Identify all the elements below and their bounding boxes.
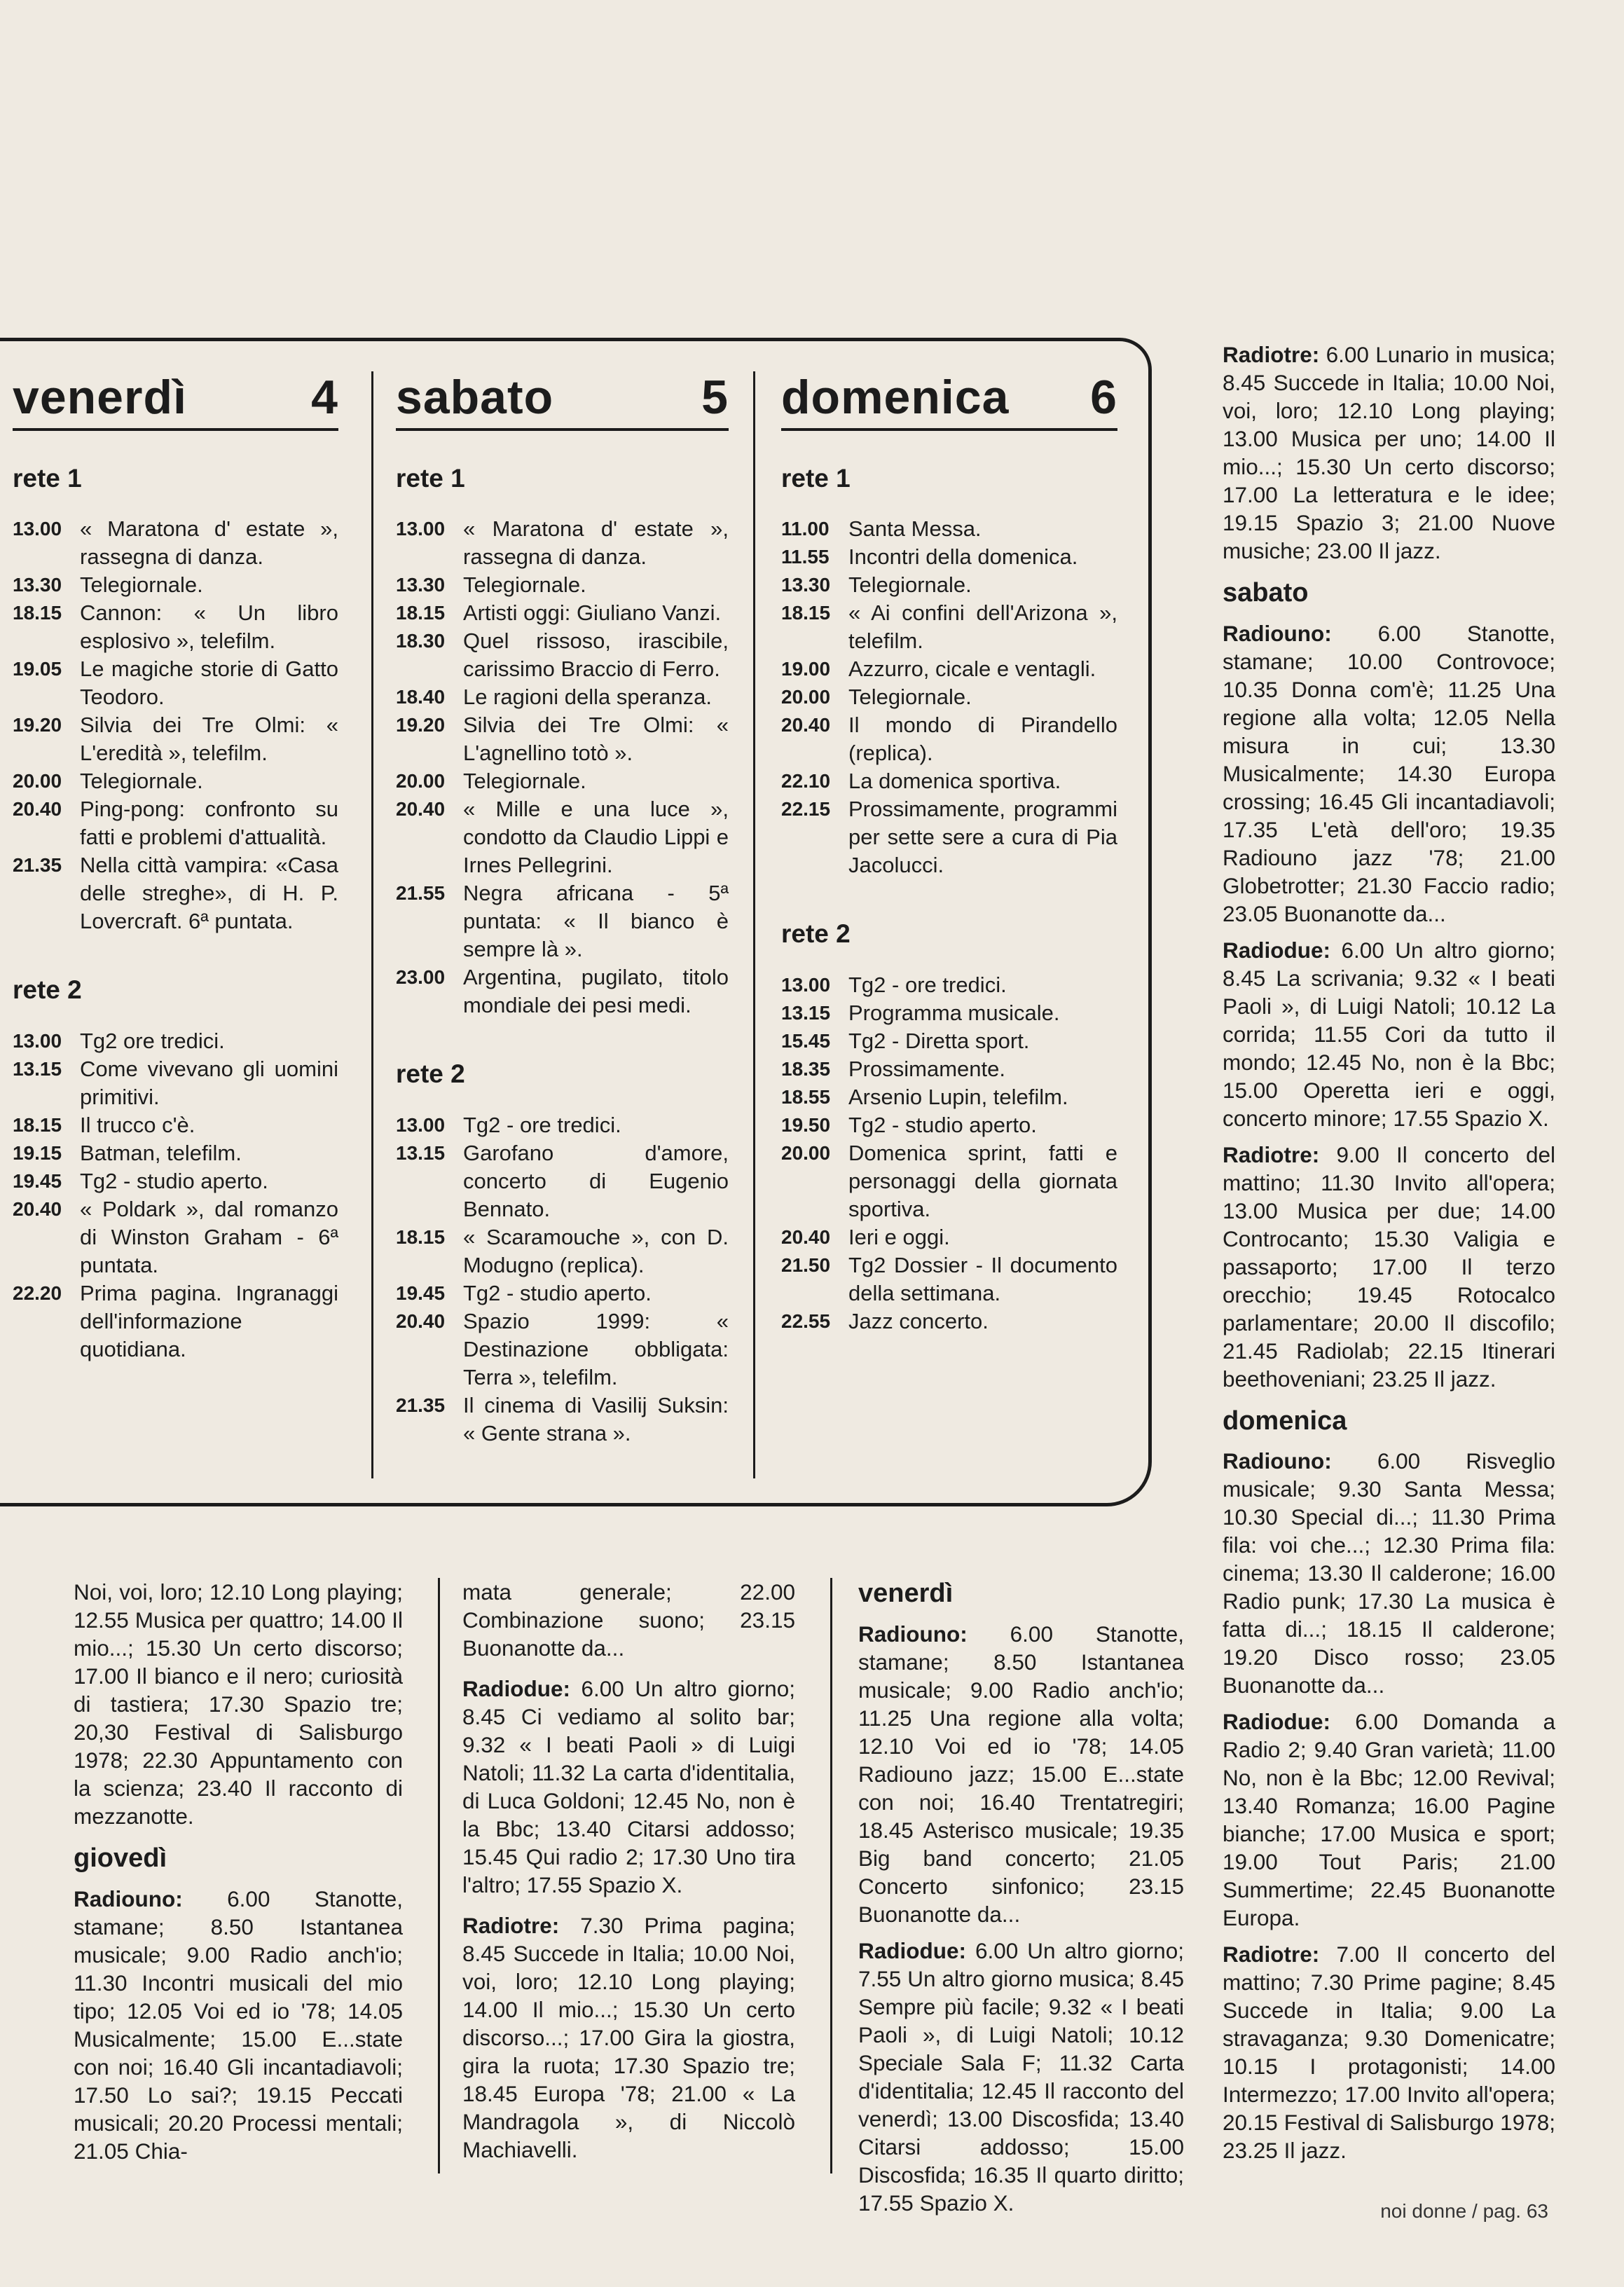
program-row: [13, 711, 338, 767]
program-title: Prima pagina. Ingranaggi dell'informazione quotidiana.: [80, 1280, 338, 1361]
program-time: 19.00: [781, 658, 831, 680]
program-title: Tg2 - studio aperto.: [80, 1168, 268, 1193]
radio-day-title: giovedì: [74, 1843, 167, 1873]
radio-entry: [1223, 619, 1555, 928]
program-title: Garofano d'amore, concerto di Eugenio Bennato.: [463, 1140, 729, 1221]
program-row: [396, 963, 729, 1019]
radio-station-label: Radiodue:: [1223, 1709, 1330, 1735]
channel-label: rete 2: [13, 975, 82, 1005]
program-row: [13, 1279, 338, 1364]
program-row: [396, 1392, 729, 1448]
program-title: Azzurro, cicale e ventagli.: [848, 657, 1096, 682]
program-list: [396, 515, 729, 1019]
program-title: « Maratona d' estate », rassegna di danza.: [80, 516, 338, 570]
program-title: Spazio 1999: « Destinazione obbligata: Terra », telefilm.: [463, 1308, 729, 1389]
program-time: 22.20: [13, 1282, 62, 1304]
program-row: [13, 571, 338, 599]
radio-station-label: Radiotre:: [1223, 1141, 1320, 1167]
program-row: [781, 795, 1117, 879]
program-row: [396, 515, 729, 571]
program-title: Le magiche storie di Gatto Teodoro.: [80, 657, 338, 710]
program-time: 18.15: [781, 602, 831, 624]
program-list: [781, 515, 1117, 879]
program-title: Silvia dei Tre Olmi: « L'agnellino totò ».: [463, 713, 729, 766]
program-title: Prossimamente, programmi per sette sere a cura di Pia Jacolucci.: [848, 797, 1117, 878]
program-title: « Poldark », dal romanzo di Winston Graham - 6ª puntata.: [80, 1196, 338, 1277]
channel-label: rete 2: [781, 919, 851, 949]
program-row: [13, 1055, 338, 1111]
program-title: Telegiornale.: [463, 769, 586, 794]
program-row: [781, 1251, 1117, 1307]
day-header: [781, 371, 1117, 431]
program-time: 20.00: [781, 686, 831, 708]
program-title: Tg2 - studio aperto.: [848, 1112, 1037, 1137]
program-title: Santa Messa.: [848, 516, 982, 542]
program-time: 18.15: [396, 1225, 446, 1248]
program-title: Negra africana - 5ª puntata: « Il bianco è sempre là ».: [463, 881, 729, 962]
radio-station-label: Radiotre:: [462, 1913, 560, 1938]
program-title: Tg2 - Diretta sport.: [848, 1028, 1030, 1053]
radio-entry: [1223, 936, 1555, 1132]
program-time: 13.15: [13, 1057, 62, 1080]
radio-entry-text: 7.00 Il concerto del mattino; 7.30 Prime pagine; 8.45 Succede in Italia; 9.00 La stravaganza; 9.30 Domenicatre; 10.15 I protagonisti; 14.00 Intermezzo; 17.00 Invito all'opera; 20.15 Festival di Salisburgo 1978; 23.25 Il jazz.: [1223, 1942, 1555, 2164]
program-row: [396, 767, 729, 795]
program-title: Ieri e oggi.: [848, 1224, 950, 1249]
radio-day-title: sabato: [1223, 578, 1309, 607]
program-time: 21.50: [781, 1254, 831, 1276]
program-title: Il mondo di Pirandello (replica).: [848, 713, 1117, 766]
program-time: 21.35: [13, 854, 62, 877]
program-time: 19.15: [13, 1141, 62, 1164]
program-row: [396, 1307, 729, 1392]
day-name: venerdì: [13, 371, 187, 424]
program-time: 13.00: [13, 1029, 62, 1052]
program-title: Incontri della domenica.: [848, 544, 1078, 570]
radio-station-label: Radiotre:: [1223, 1942, 1320, 1967]
program-row: [781, 1027, 1117, 1055]
radio-entry-text: 7.30 Prima pagina; 8.45 Succede in Italia; 10.00 Noi, voi, loro; 12.10 Long playing; 14.00 Il mio...; 15.30 Un certo discorso...; 17.00 Gira la giostra, gira la ruota; 17.30 Spazio tre; 18.45 Europa '78; 21.00 « La Mandragola », di Niccolò Machiavelli.: [462, 1913, 795, 2162]
column-divider: [438, 1578, 440, 2173]
program-time: 13.15: [396, 1141, 446, 1164]
program-row: [13, 851, 338, 935]
program-title: Domenica sprint, fatti e personaggi della giornata sportiva.: [848, 1140, 1117, 1221]
program-row: [781, 711, 1117, 767]
program-title: Telegiornale.: [463, 572, 586, 598]
program-row: [13, 1139, 338, 1167]
program-title: Come vivevano gli uomini primitivi.: [80, 1056, 338, 1109]
program-time: 19.45: [13, 1169, 62, 1192]
program-time: 20.40: [396, 798, 446, 820]
program-title: Telegiornale.: [80, 769, 203, 794]
program-row: [396, 683, 729, 711]
radio-entry: [858, 1620, 1184, 1928]
program-row: [781, 571, 1117, 599]
radio-continuation: Noi, voi, loro; 12.10 Long playing; 12.55 Musica per quattro; 14.00 Il mio...; 15.30 Un certo discorso; 17.00 Il bianco e il nero; curiosità di tastiera; 17.30 Spazio tre; 20,30 Festival di Salisburgo 1978; 22.30 Appuntamento con la scienza; 23.40 Il racconto di mezzanotte.: [74, 1579, 403, 1829]
program-time: 19.05: [13, 658, 62, 680]
program-time: 21.35: [396, 1394, 446, 1416]
radio-station-label: Radiouno:: [1223, 620, 1332, 646]
program-row: [781, 1083, 1117, 1111]
program-time: 11.00: [781, 518, 830, 540]
radio-station-label: Radiotre:: [1223, 342, 1320, 367]
day-header: [13, 371, 338, 431]
program-row: [781, 1139, 1117, 1223]
radio-entry: [1223, 1141, 1555, 1393]
radio-entry-text: 9.00 Il concerto del mattino; 11.30 Invito all'opera; 13.00 Musica per due; 14.00 Controcanto; 15.30 Valigia e passaporto; 17.00 Il terzo orecchio; 19.45 Rotocalco parlamentare; 20.00 Il discofilo; 21.45 Radiolab; 22.15 Itinerari beethoveniani; 23.25 Il jazz.: [1223, 1141, 1555, 1392]
program-title: Tg2 - studio aperto.: [463, 1280, 652, 1305]
program-list: [396, 1111, 729, 1448]
program-time: 13.30: [781, 574, 831, 596]
program-row: [781, 515, 1117, 543]
program-list: [13, 515, 338, 935]
program-title: Telegiornale.: [80, 572, 203, 598]
program-title: Prossimamente.: [848, 1056, 1005, 1081]
radio-entry-text: 6.00 Risveglio musicale; 9.30 Santa Messa; 10.30 Special di...; 11.30 Prima fila: voi che...; 12.30 Prima fila: cinema; 13.30 Il calderone; 16.00 Radio punk; 17.30 La musica è fatta di...; 18.15 Il calderone; 19.20 Disco rosso; 23.05 Buonanotte da...: [1223, 1448, 1555, 1698]
program-row: [396, 711, 729, 767]
radio-entry: [1223, 1940, 1555, 2164]
program-row: [781, 1223, 1117, 1251]
program-row: [781, 543, 1117, 571]
day-number: 5: [701, 371, 729, 424]
day-header: [396, 371, 729, 431]
program-title: Programma musicale.: [848, 1000, 1060, 1025]
radio-station-label: Radiouno:: [858, 1621, 968, 1647]
program-title: « Ai confini dell'Arizona », telefilm.: [848, 600, 1117, 654]
radio-entry: [858, 1937, 1184, 2217]
program-title: Arsenio Lupin, telefilm.: [848, 1084, 1068, 1109]
radio-entry-text: 6.00 Un altro giorno; 8.45 La scrivania; 9.32 « I beati Paoli », di Luigi Natoli; 10.12 La corrida; 11.55 Cori da tutto il mondo; 12.45 No, non è la Bbc; 15.00 Operetta ieri e oggi, concerto minore; 17.55 Spazio X.: [1223, 937, 1555, 1131]
program-title: « Maratona d' estate », rassegna di danza.: [463, 516, 729, 570]
column-saturday: [396, 371, 729, 1448]
program-time: 13.00: [781, 973, 831, 996]
channel-label: rete 1: [781, 463, 851, 493]
radio-entry: [74, 1885, 403, 2165]
program-row: [13, 599, 338, 655]
program-row: [781, 1111, 1117, 1139]
program-row: [781, 1055, 1117, 1083]
program-title: Telegiornale.: [848, 572, 972, 598]
radio-station-label: Radiouno:: [74, 1886, 183, 1911]
radio-day-title: domenica: [1223, 1406, 1347, 1436]
program-time: 22.10: [781, 770, 831, 792]
program-time: 13.00: [13, 518, 62, 540]
program-time: 20.40: [781, 1225, 831, 1248]
radio-entry-text: 6.00 Lunario in musica; 8.45 Succede in Italia; 10.00 Noi, voi, loro; 12.10 Long playing; 13.00 Musica per uno; 14.00 Il mio...; 15.30 Un certo discorso; 17.00 La letteratura e le idee; 19.15 Spazio 3; 21.00 Nuove musiche; 23.00 Il jazz.: [1223, 342, 1555, 563]
program-title: Le ragioni della speranza.: [463, 685, 713, 710]
radio-entry-text: 6.00 Stanotte, stamane; 8.50 Istantanea musicale; 9.00 Radio anch'io; 11.25 Una regione alla volta; 12.10 Voi ed io '78; 14.05 Radiouno jazz; 15.00 E...state con noi; 16.40 Trentatregiri; 18.45 Asterisco musicale; 19.35 Big band concerto; 21.05 Concerto sinfonico; 23.15 Buonanotte da...: [858, 1621, 1184, 1927]
program-time: 20.00: [396, 770, 446, 792]
program-title: Nella città vampira: «Casa delle streghe», di H. P. Lovercraft. 6ª puntata.: [80, 853, 338, 934]
program-time: 18.15: [396, 602, 446, 624]
program-time: 13.00: [396, 1113, 446, 1136]
column-divider: [830, 1578, 832, 2173]
program-row: [781, 767, 1117, 795]
program-title: Cannon: « Un libro esplosivo », telefilm.: [80, 600, 338, 654]
program-time: 13.30: [13, 574, 62, 596]
program-title: Telegiornale.: [848, 685, 972, 710]
program-time: 13.00: [396, 518, 446, 540]
program-time: 23.00: [396, 966, 446, 989]
channel-label: rete 2: [396, 1059, 465, 1089]
radio-entry: [462, 1675, 795, 1899]
program-time: 20.40: [13, 1197, 62, 1220]
program-time: 22.15: [781, 798, 831, 820]
radio-entry: [1223, 1708, 1555, 1932]
program-title: Jazz concerto.: [848, 1308, 989, 1333]
program-time: 18.15: [13, 1113, 62, 1136]
radio-column-bottom-1: [74, 1578, 403, 2173]
radio-continuation: mata generale; 22.00 Combinazione suono; 23.15 Buonanotte da...: [462, 1579, 795, 1661]
program-row: [781, 971, 1117, 999]
radio-station-label: Radiodue:: [462, 1676, 570, 1701]
channel-label: rete 1: [396, 463, 465, 493]
program-time: 19.20: [13, 714, 62, 736]
program-time: 18.40: [396, 686, 446, 708]
program-time: 21.55: [396, 882, 446, 905]
program-row: [781, 599, 1117, 655]
radio-day-title: venerdì: [858, 1579, 954, 1608]
program-list: [781, 971, 1117, 1335]
program-title: Batman, telefilm.: [80, 1140, 242, 1165]
radio-column-bottom-3: [858, 1578, 1184, 2225]
program-title: Tg2 ore tredici.: [80, 1028, 225, 1053]
program-row: [396, 627, 729, 683]
program-row: [781, 999, 1117, 1027]
radio-entry: [1223, 341, 1555, 565]
program-title: « Mille e una luce », condotto da Claudio Lippi e Irnes Pellegrini.: [463, 797, 729, 878]
program-time: 19.45: [396, 1282, 446, 1304]
program-row: [13, 1195, 338, 1279]
program-title: Argentina, pugilato, titolo mondiale dei pesi medi.: [463, 965, 729, 1018]
program-row: [13, 767, 338, 795]
program-time: 20.40: [13, 798, 62, 820]
program-time: 20.00: [781, 1141, 831, 1164]
radio-entry-text: 6.00 Un altro giorno; 7.55 Un altro giorno musica; 8.45 Sempre più facile; 9.32 « I beati Paoli », di Luigi Natoli; 10.12 Speciale Sala F; 11.32 Carta d'identitalia; 12.45 Il racconto del venerdì; 13.00 Discosfida; 13.40 Citarsi addosso; 15.00 Discosfida; 16.35 Il quarto diritto; 17.55 Spazio X.: [858, 1937, 1184, 2216]
program-row: [13, 515, 338, 571]
page-footer: noi donne / pag. 63: [1380, 2200, 1548, 2222]
program-title: Tg2 Dossier - Il documento della settimana.: [848, 1252, 1117, 1305]
program-time: 20.40: [396, 1310, 446, 1332]
program-time: 13.30: [396, 574, 446, 596]
program-time: 19.20: [396, 714, 446, 736]
program-title: Il cinema di Vasilij Suksin: « Gente strana ».: [463, 1392, 729, 1445]
program-row: [13, 795, 338, 851]
radio-station-label: Radiodue:: [1223, 937, 1330, 963]
program-row: [396, 1279, 729, 1307]
program-time: 13.15: [781, 1001, 831, 1024]
day-name: domenica: [781, 371, 1010, 424]
radio-entry: [462, 1911, 795, 2164]
radio-entry-text: 6.00 Stanotte, stamane; 10.00 Controvoce; 10.35 Donna com'è; 11.25 Una regione alla volta; 12.05 Nella misura in cui; 13.30 Musicalmente; 14.30 Europa crossing; 16.45 Gli incantadiavoli; 17.35 L'età dell'oro; 19.35 Radiouno jazz '78; 21.00 Globetrotter; 21.30 Faccio radio; 23.05 Buonanotte da...: [1223, 620, 1555, 926]
program-row: [396, 1139, 729, 1223]
program-title: « Scaramouche », con D. Modugno (replica).: [463, 1224, 729, 1277]
program-row: [396, 1223, 729, 1279]
column-divider: [371, 371, 373, 1478]
column-divider: [753, 371, 755, 1478]
program-row: [396, 879, 729, 963]
column-sunday: [781, 371, 1117, 1335]
program-title: La domenica sportiva.: [848, 769, 1061, 794]
day-number: 4: [311, 371, 338, 424]
program-row: [781, 655, 1117, 683]
radio-column-right: [1223, 341, 1555, 2173]
program-time: 19.50: [781, 1113, 831, 1136]
program-row: [13, 655, 338, 711]
program-row: [13, 1027, 338, 1055]
channel-label: rete 1: [13, 463, 82, 493]
program-row: [781, 1307, 1117, 1335]
radio-entry-text: 6.00 Un altro giorno; 8.45 Ci vediamo al solito bar; 9.32 « I beati Paoli » di Luigi Natoli; 11.32 La carta d'identitalia, di Luca Goldoni; 12.45 No, non è la Bbc; 13.40 Citarsi addosso; 15.45 Qui radio 2; 17.30 Uno tira l'altro; 17.55 Spazio X.: [462, 1676, 795, 1897]
program-time: 15.45: [781, 1029, 831, 1052]
program-time: 20.00: [13, 770, 62, 792]
program-title: Tg2 - ore tredici.: [848, 972, 1007, 997]
radio-entry-text: 6.00 Stanotte, stamane; 8.50 Istantanea musicale; 9.00 Radio anch'io; 11.30 Incontri musicali del mio tipo; 12.05 Voi ed io '78; 14.05 Musicalmente; 15.00 E...state con noi; 16.40 Gli incantadiavoli; 17.50 Lo sai?; 19.15 Peccati musicali; 20.20 Processi mentali; 21.05 Chia-: [74, 1886, 403, 2164]
program-title: Tg2 - ore tredici.: [463, 1112, 621, 1137]
program-time: 18.35: [781, 1057, 831, 1080]
radio-entry: [1223, 1447, 1555, 1699]
day-name: sabato: [396, 371, 554, 424]
program-title: Ping-pong: confronto su fatti e problemi d'attualità.: [80, 797, 338, 850]
program-time: 20.40: [781, 714, 831, 736]
program-row: [396, 795, 729, 879]
program-title: Quel rissoso, irascibile, carissimo Braccio di Ferro.: [463, 629, 729, 682]
program-row: [396, 1111, 729, 1139]
program-title: Silvia dei Tre Olmi: « L'eredità », telefilm.: [80, 713, 338, 766]
program-row: [13, 1167, 338, 1195]
program-time: 11.55: [781, 546, 830, 568]
day-number: 6: [1090, 371, 1117, 424]
program-time: 18.55: [781, 1085, 831, 1108]
program-time: 22.55: [781, 1310, 831, 1332]
program-row: [13, 1111, 338, 1139]
radio-column-bottom-2: [462, 1578, 795, 2172]
column-friday: [13, 371, 338, 1364]
radio-entry-text: 6.00 Domanda a Radio 2; 9.40 Gran varietà; 11.00 No, non è la Bbc; 12.00 Revival; 13.40 Romanza; 16.00 Pagine bianche; 17.00 Musica e sport; 19.00 Tout Paris; 21.00 Summertime; 22.45 Buonanotte Europa.: [1223, 1709, 1555, 1931]
program-title: Il trucco c'è.: [80, 1112, 195, 1137]
radio-station-label: Radiodue:: [858, 1937, 966, 1963]
program-title: Artisti oggi: Giuliano Vanzi.: [463, 600, 722, 626]
program-row: [396, 599, 729, 627]
program-row: [781, 683, 1117, 711]
program-time: 18.15: [13, 602, 62, 624]
program-time: 18.30: [396, 630, 446, 652]
program-list: [13, 1027, 338, 1364]
program-row: [396, 571, 729, 599]
radio-station-label: Radiouno:: [1223, 1448, 1332, 1474]
